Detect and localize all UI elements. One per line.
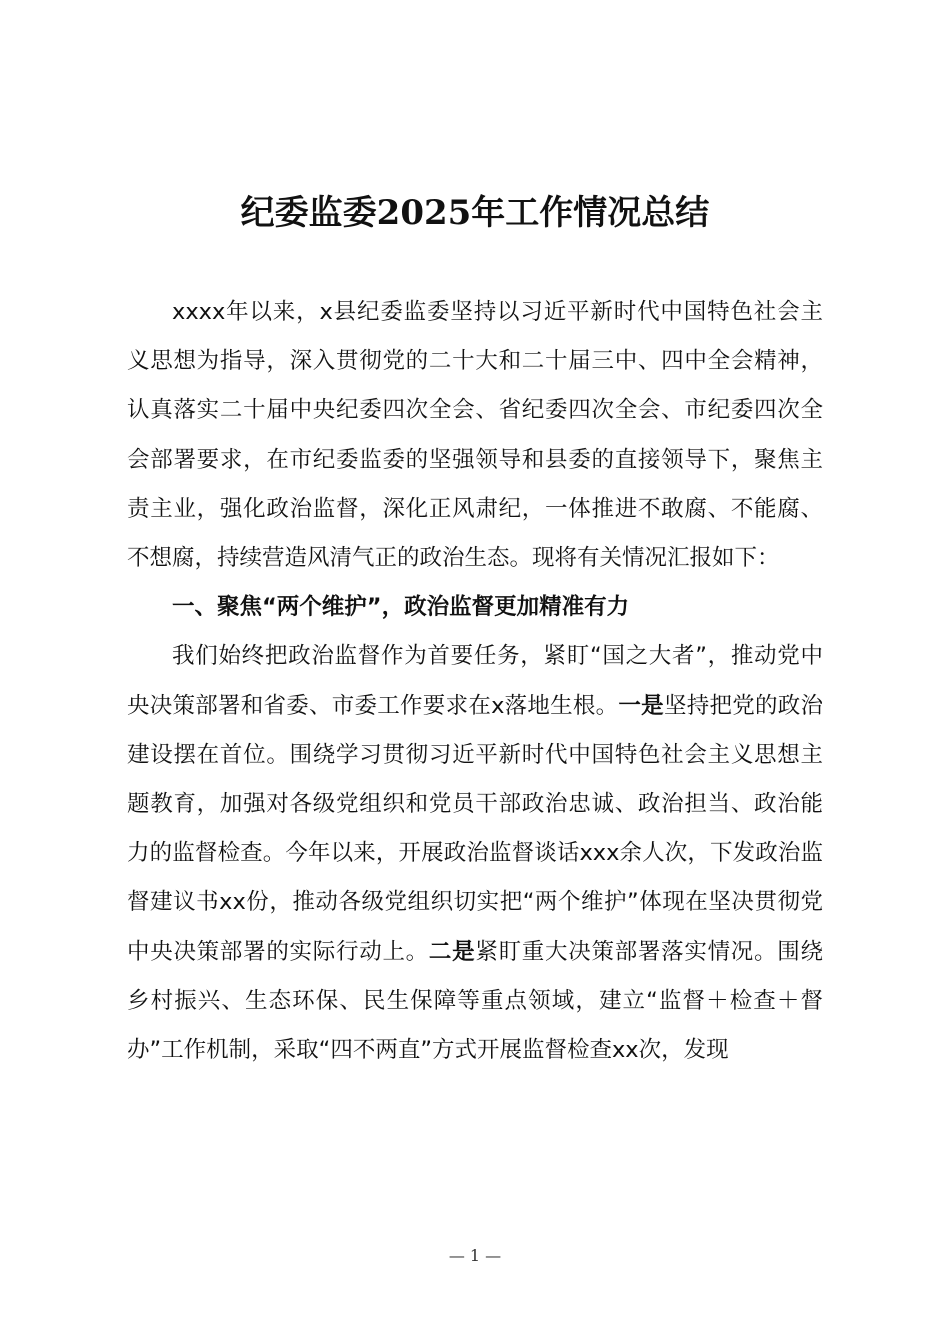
section-1-heading: 一、聚焦“两个维护”，政治监督更加精准有力: [172, 594, 630, 621]
document-title: 纪委监委2025年工作情况总结: [240, 193, 710, 233]
page-number: — 1 —: [448, 1246, 502, 1265]
section-1-text-part-2: 坚持把党的政治建设摆在首位。围绕学习贯彻习近平新时代中国特色社会主义思想主题教育，加强对各级党组织和党员干部政治忠诚、政治担当、政治能力的监督检查。今年以来，开展政治监督谈话xxx余人次，下发政治监督建议书xx份，推动各级党组织切实把“两个维护”体现在坚决贯彻党中央决策部署的实际行动上。: [127, 692, 823, 965]
document-body: [127, 288, 823, 1075]
section-1-text-part-1: 我们始终把政治监督作为首要任务，紧盯“国之大者”，推动党中央决策部署和省委、市委工作要求在x落地生根。: [127, 643, 823, 719]
section-1-bold-marker-1: 一是: [618, 692, 664, 719]
intro-paragraph: xxxx年以来，x县纪委监委坚持以习近平新时代中国特色社会主义思想为指导，深入贯彻党的二十大和二十届三中、四中全会精神，认真落实二十届中央纪委四次全会、省纪委四次全会、市纪委四次全会部署要求，在市纪委监委的坚强领导和县委的直接领导下，聚焦主责主业，强化政治监督，深化正风肃纪，一体推进不敢腐、不能腐、不想腐，持续营造风清气正的政治生态。现将有关情况汇报如下：: [127, 299, 823, 572]
section-1-text-part-3: 紧盯重大决策部署落实情况。围绕乡村振兴、生态环保、民生保障等重点领域，建立“监督＋检查＋督办”工作机制，采取“四不两直”方式开展监督检查xx次，发现: [127, 938, 823, 1064]
section-1-bold-marker-2: 二是: [428, 938, 476, 965]
section-1-paragraph: [127, 632, 823, 1075]
